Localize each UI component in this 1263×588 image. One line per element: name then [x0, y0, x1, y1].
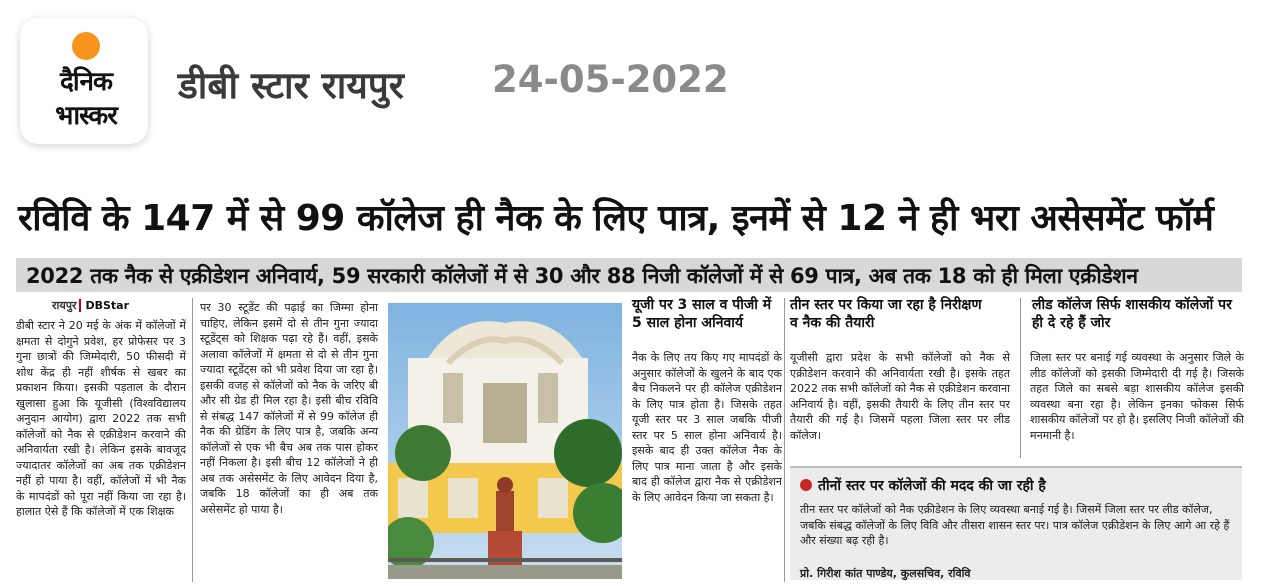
article-column-1: डीबी स्टार ने 20 मई के अंक में कॉलेजों में क्षमता से दोगुने प्रवेश, हर प्रोफेसर पर 3 गुना छात्रों की जिम्मेदारी, 50 फीसदी में शोध केंद्र ही नहीं शीर्षक से खबर का प्रकाशन किया। इसकी पड़ताल के दौरान खुलासा हुआ कि यूजीसी (विश्वविद्यालय अनुदान आयोग) द्वारा 2022 तक सभी कॉलेजों को नैक से एक्रीडेशन करवाने की अनिवार्यता रखी है। लेकिन इसके बावजूद ज्यादातर कॉलेजों का अब तक एक्रीडेशन नहीं हो पाया है। वहीं, कॉलेजों में भी नैक के मापदंडों को पूरा नहीं किया जा रहा है। हालात ऐसे हैं कि कॉलेजों में एक शिक्षक [16, 319, 186, 518]
column-divider [784, 298, 785, 582]
quote-signature: प्रो. गिरीश कांत पाण्डेय, कुलसचिव, रविवि [800, 567, 971, 580]
column-divider [1020, 298, 1021, 458]
column-5-heading: लीड कॉलेज सिर्फ शासकीय कॉलेजों पर ही दे रहे हैं जोर [1032, 297, 1232, 331]
article-column-5: जिला स्तर पर बनाई गई व्यवस्था के अनुसार जिले के लीड कॉलेजों को इसकी जिम्मेदारी दी गई है। जिसके तहत जिले का सबसे बड़ा शासकीय कॉलेज इसकी व्यवस्था बना रहा है। लेकिन इनका फोकस सिर्फ शासकीय कॉलेजों पर हो है। इसलिए निजी कॉलेजों की मनमानी है। [1030, 351, 1244, 442]
logo-text-line1: दैनिक [60, 67, 112, 97]
quote-title-text: तीनों स्तर पर कॉलेजों की मदद की जा रही है [818, 478, 1046, 494]
quote-title [800, 476, 1046, 495]
bullet-icon [800, 479, 812, 491]
logo-text-line2: भास्कर [55, 101, 117, 131]
article-subheadline: 2022 तक नैक से एक्रीडेशन अनिवार्य, 59 सरकारी कॉलेजों में से 30 और 88 निजी कॉलेजों में से 69 पात्र, अब तक 18 को ही मिला एक्रीडेशन [16, 258, 1242, 292]
article-column-4: यूजीसी द्वारा प्रदेश के सभी कॉलेजों को नैक से एक्रीडेशन करवाने की अनिवार्यता रखी है। इसके तहत 2022 तक सभी कॉलेजों को नैक से एक्रीडेशन करवाना अनिवार्य है। वहीं, इसकी तैयारी के लिए तीन स्तर पर तैयारी की गई है। जिसमें पहला जिला स्तर पर लीड कॉलेज। [790, 351, 1010, 442]
column-divider [192, 298, 193, 582]
byline-brand: DBStar [79, 299, 129, 312]
dainik-bhaskar-logo [20, 18, 148, 144]
byline-city: रायपुर [52, 299, 77, 312]
publication-date: 24-05-2022 [492, 58, 729, 101]
article-column-2: पर 30 स्टूडेंट की पढ़ाई का जिम्मा होना चाहिए, लेकिन इसमें दो से तीन गुना ज्यादा स्टूडेंट्स को शिक्षक पढ़ा रहे हैं। वहीं, इसके अलावा कॉलेजों में क्षमता से दो से तीन गुना ज्यादा स्टूडेंट्स को भी प्रवेश दिया जा रहा है। इसकी वजह से कॉलेजों को नैक के जरिए बी और सी ग्रेड ही मिल रहा है। इसी बीच रविवि से संबद्ध 147 कॉलेजों में से 99 कॉलेज ही नैक की ग्रेडिंग के लिए पात्र है, जबकि अन्य कॉलेजों से एक भी बैच अब तक पास होकर नहीं निकला है। इसी बीच 12 कॉलेजों ने ही अब तक असेसमेंट के लिए आवेदन दिया है, जबकि 18 कॉलेजों का ही अब तक असेसमेंट हो पाया है। [200, 301, 378, 516]
sun-icon [72, 32, 100, 60]
column-3-heading: यूजी पर 3 साल व पीजी में 5 साल होना अनिवार्य [632, 297, 772, 331]
college-building-photo [388, 303, 622, 579]
college-building-illustration [388, 303, 622, 579]
article-column-3: नैक के लिए तय किए गए मापदंडों के अनुसार कॉलेजों के खुलने के बाद एक बैच निकलने पर ही कॉलेज एक्रीडेशन के लिए पात्र होता है। जिसके तहत यूजी स्तर पर 3 साल जबकि पीजी स्तर पर 5 साल होना अनिवार्य है। इसके बाद ही उक्त कॉलेज नैक के लिए पात्र माना जाता है और इसके बाद ही कॉलेज द्वारा नैक से एक्रीडेशन के लिए आवेदन किया जा सकता है। [632, 351, 782, 504]
publication-name: डीबी स्टार रायपुर [178, 64, 404, 107]
article-headline: रविवि के 147 में से 99 कॉलेज ही नैक के लिए पात्र, इनमें से 12 ने ही भरा असेसमेंट फॉर्म [18, 198, 1214, 239]
column-4-heading: तीन स्तर पर किया जा रहा है निरीक्षण व नैक की तैयारी [790, 297, 982, 331]
byline [52, 298, 129, 313]
quote-body: तीन स्तर पर कॉलेजों को नैक एक्रीडेशन के लिए व्यवस्था बनाई गई है। जिसमें जिला स्तर पर लीड कॉलेज, जबकि संबद्ध कॉलेजों के लिए विवि और तीसरा शासन स्तर पर। पात्र कॉलेज एक्रीडेशन के लिए आगे आ रहे हैं और संख्या बढ़ रही है। [800, 503, 1230, 547]
